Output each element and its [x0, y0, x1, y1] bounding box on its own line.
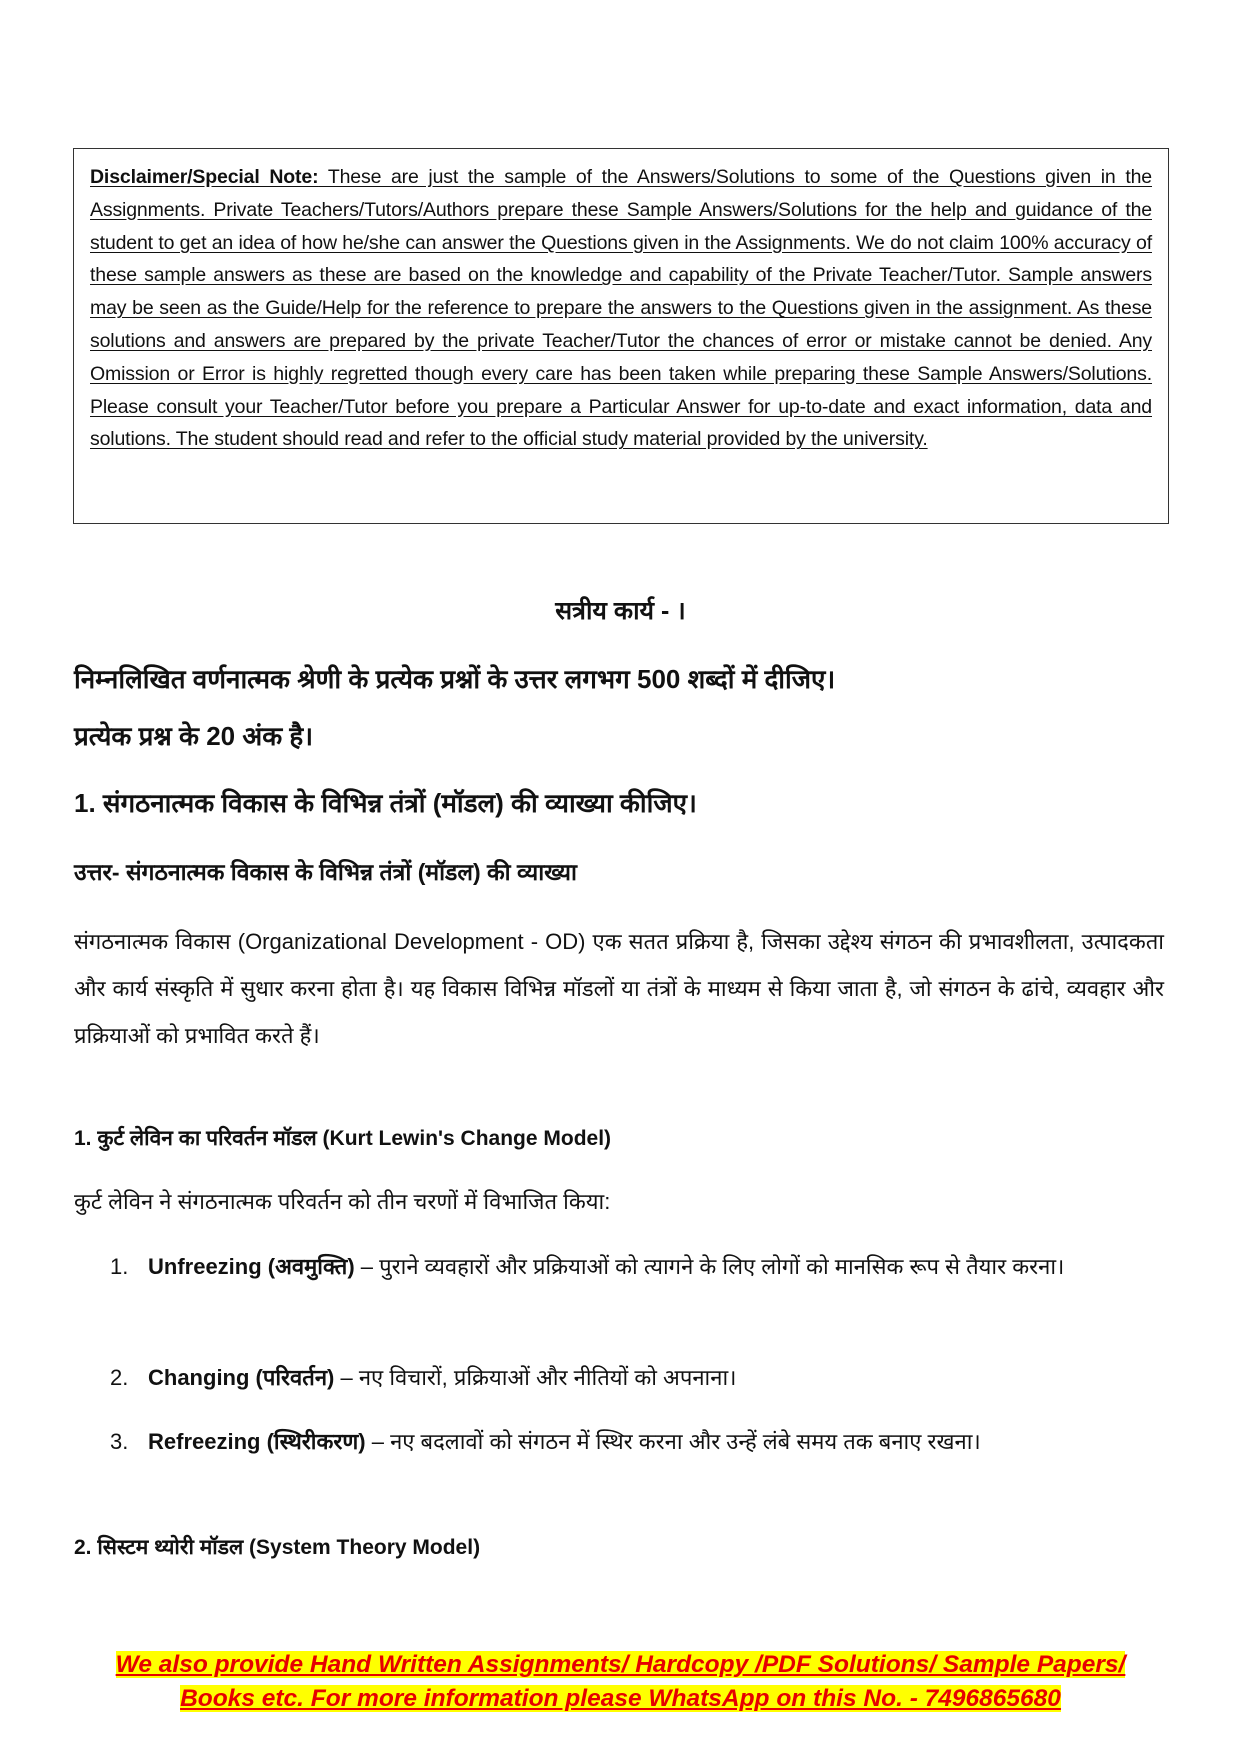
- section-title: सत्रीय कार्य - ।: [555, 597, 686, 625]
- model2-heading-english: (System Theory Model): [243, 1536, 481, 1559]
- model1-heading: [74, 1124, 1164, 1152]
- stage-description: – नए विचारों, प्रक्रियाओं और नीतियों को अपनाना।: [334, 1365, 737, 1390]
- model1-heading-hindi: 1. कुर्ट लेविन का परिवर्तन मॉडल: [74, 1127, 317, 1150]
- question-heading: 1. संगठनात्मक विकास के विभिन्न तंत्रों (मॉडल) की व्याख्या कीजिए।: [74, 788, 697, 818]
- disclaimer-label: Disclaimer/Special Note:: [90, 166, 319, 188]
- stage-description: – पुराने व्यवहारों और प्रक्रियाओं को त्यागने के लिए लोगों को मानसिक रूप से तैयार करना।: [354, 1254, 1065, 1279]
- instruction-line-1: निम्नलिखित वर्णनात्मक श्रेणी के प्रत्येक प्रश्नों के उत्तर लगभग 500 शब्दों में दीजिए।: [74, 664, 836, 694]
- model2-heading: [74, 1533, 1164, 1561]
- stage-term: Changing (परिवर्तन): [148, 1365, 335, 1390]
- answer-heading: उत्तर- संगठनात्मक विकास के विभिन्न तंत्रों (मॉडल) की व्याख्या: [74, 859, 577, 885]
- stage-term: Unfreezing (अवमुक्ति): [148, 1254, 355, 1279]
- stage-list-item: [110, 1418, 1165, 1465]
- footer-line-2: Books etc. For more information please WhatsApp on this No. - 7496865680: [180, 1685, 1061, 1712]
- stage-number: 3.: [110, 1429, 129, 1454]
- footer-line-1: We also provide Hand Written Assignments/ Hardcopy /PDF Solutions/ Sample Papers/: [115, 1651, 1126, 1678]
- stage-description: – नए बदलावों को संगठन में स्थिर करना और उन्हें लंबे समय तक बनाए रखना।: [365, 1429, 981, 1454]
- stage-term: Refreezing (स्थिरीकरण): [148, 1429, 366, 1454]
- stage-list-item: [110, 1354, 1165, 1401]
- intro-paragraph: संगठनात्मक विकास (Organizational Development - OD) एक सतत प्रक्रिया है, जिसका उद्देश्य संगठन की प्रभावशीलता, उत्पादकता और कार्य संस्कृति में सुधार करना होता है। यह विकास विभिन्न मॉडलों या तंत्रों के माध्यम से किया जाता है, जो संगठन के ढांचे, व्यवहार और प्रक्रियाओं को प्रभावित करते हैं।: [74, 929, 1164, 1048]
- model1-lead: कुर्ट लेविन ने संगठनात्मक परिवर्तन को तीन चरणों में विभाजित किया:: [74, 1189, 611, 1214]
- instruction-line-2: प्रत्येक प्रश्न के 20 अंक है।: [74, 721, 314, 751]
- stage-list-item: [110, 1243, 1165, 1290]
- model1-heading-english: (Kurt Lewin's Change Model): [316, 1127, 612, 1150]
- disclaimer-box: [73, 148, 1169, 524]
- stage-number: 2.: [110, 1365, 129, 1390]
- stage-number: 1.: [110, 1254, 129, 1279]
- disclaimer-body: These are just the sample of the Answers/Solutions to some of the Questions given in the Assignments. Private Teachers/Tutors/Authors prepare these Sample Answers/Solutions for the help and guidance of the student to get an idea of how he/she can answer the Questions given in the Assignments. We do not claim 100% accuracy of these sample answers as these are based on the knowledge and capability of the Private Teacher/Tutor. Sample answers may be seen as the Guide/Help for the reference to prepare the answers to the Questions given in the assignment. As these solutions and answers are prepared by the private Teacher/Tutor the chances of error or mistake cannot be denied. Any Omission or Error is highly regretted though every care has been taken while preparing these Sample Answers/Solutions. Please consult your Teacher/Tutor before you prepare a Particular Answer for up-to-date and exact information, data and solutions. The student should read and refer to the official study material provided by the university.: [90, 166, 1152, 451]
- model2-heading-hindi: 2. सिस्टम थ्योरी मॉडल: [74, 1536, 244, 1559]
- disclaimer-text: [90, 161, 1152, 456]
- footer-promo: [0, 1648, 1241, 1716]
